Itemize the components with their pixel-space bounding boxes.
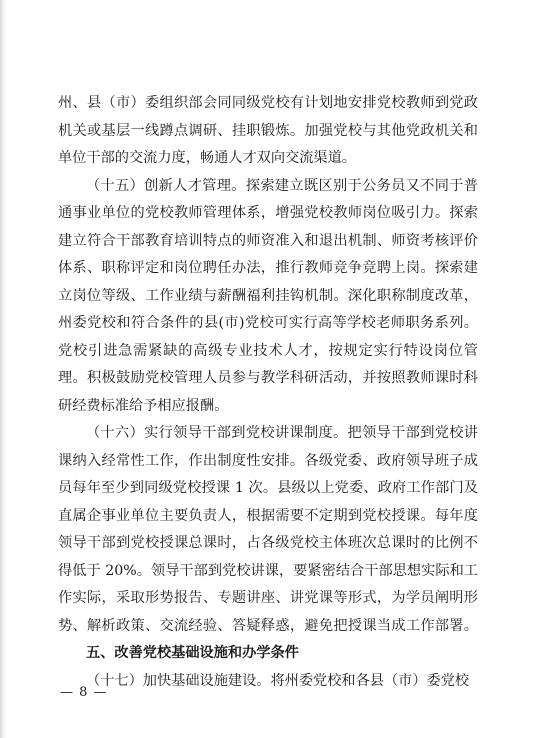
text-line: 州、县（市）委组织部会同同级党校有计划地安排党校教师到党政 — [58, 95, 478, 111]
text-line: 直属企事业单位主要负责人，根据需要不定期到党校授课。每年度 — [58, 507, 478, 524]
paragraph-item-17 — [58, 668, 478, 696]
text-line: 体系、职称评定和岗位聘任办法，推行教师竞争竞聘上岗。探索建 — [58, 260, 478, 276]
paragraph-item-16 — [58, 420, 478, 640]
text-line: 课纳入经常性工作，作出制度性安排。各级党委、政府领导班子成 — [58, 452, 478, 469]
text-line: 领导干部到党校授课总课时，占各级党校主体班次总课时的比例不 — [58, 535, 478, 551]
text-line: 理。积极鼓励党校管理人员参与教学科研活动，并按照教师课时科 — [58, 370, 478, 386]
text-line: （十五）创新人才管理。探索建立既区别于公务员又不同于普 — [86, 177, 478, 194]
text-line: 通事业单位的党校教师管理体系，增强党校教师岗位吸引力。探索 — [58, 205, 478, 221]
document-body — [58, 90, 478, 695]
paragraph-item-15 — [58, 173, 478, 421]
text-line: 研经费标准给予相应报酬。 — [58, 397, 229, 414]
text-line: （十七）加快基础设施建设。将州委党校和各县（市）委党校 — [86, 672, 470, 689]
text-line: 势、解析政策、交流经验、答疑释惑，避免把授课当成工作部署。 — [58, 617, 478, 634]
paragraph-intro — [58, 90, 478, 173]
text-line: 作实际，采取形势报告、专题讲座、讲党课等形式，为学员阐明形 — [58, 590, 478, 606]
text-line: 建立符合干部教育培训特点的师资准入和退出机制、师资考核评价 — [58, 232, 478, 249]
text-line: 党校引进急需紧缺的高级专业技术人才，按规定实行特设岗位管 — [58, 342, 478, 359]
page-number: — 8 — — [60, 685, 108, 700]
section-heading: 五、改善党校基础设施和办学条件 — [86, 645, 299, 661]
text-line: 州委党校和符合条件的县(市)党校可实行高等学校老师职务系列。 — [58, 315, 478, 331]
text-line: 立岗位等级、工作业绩与薪酬福利挂钩机制。深化职称制度改革， — [58, 287, 478, 304]
page-edge-shadow — [0, 0, 6, 738]
text-line: 员每年至少到同级党校授课 1 次。县级以上党委、政府工作部门及 — [58, 480, 478, 496]
text-line: （十六）实行领导干部到党校讲课制度。把领导干部到党校讲 — [86, 425, 478, 441]
text-line: 得低于 20%。领导干部到党校讲课，要紧密结合干部思想实际和工 — [58, 562, 478, 579]
text-line: 单位干部的交流力度，畅通人才双向交流渠道。 — [58, 150, 356, 166]
text-line: 机关或基层一线蹲点调研、挂职锻炼。加强党校与其他党政机关和 — [58, 122, 478, 139]
